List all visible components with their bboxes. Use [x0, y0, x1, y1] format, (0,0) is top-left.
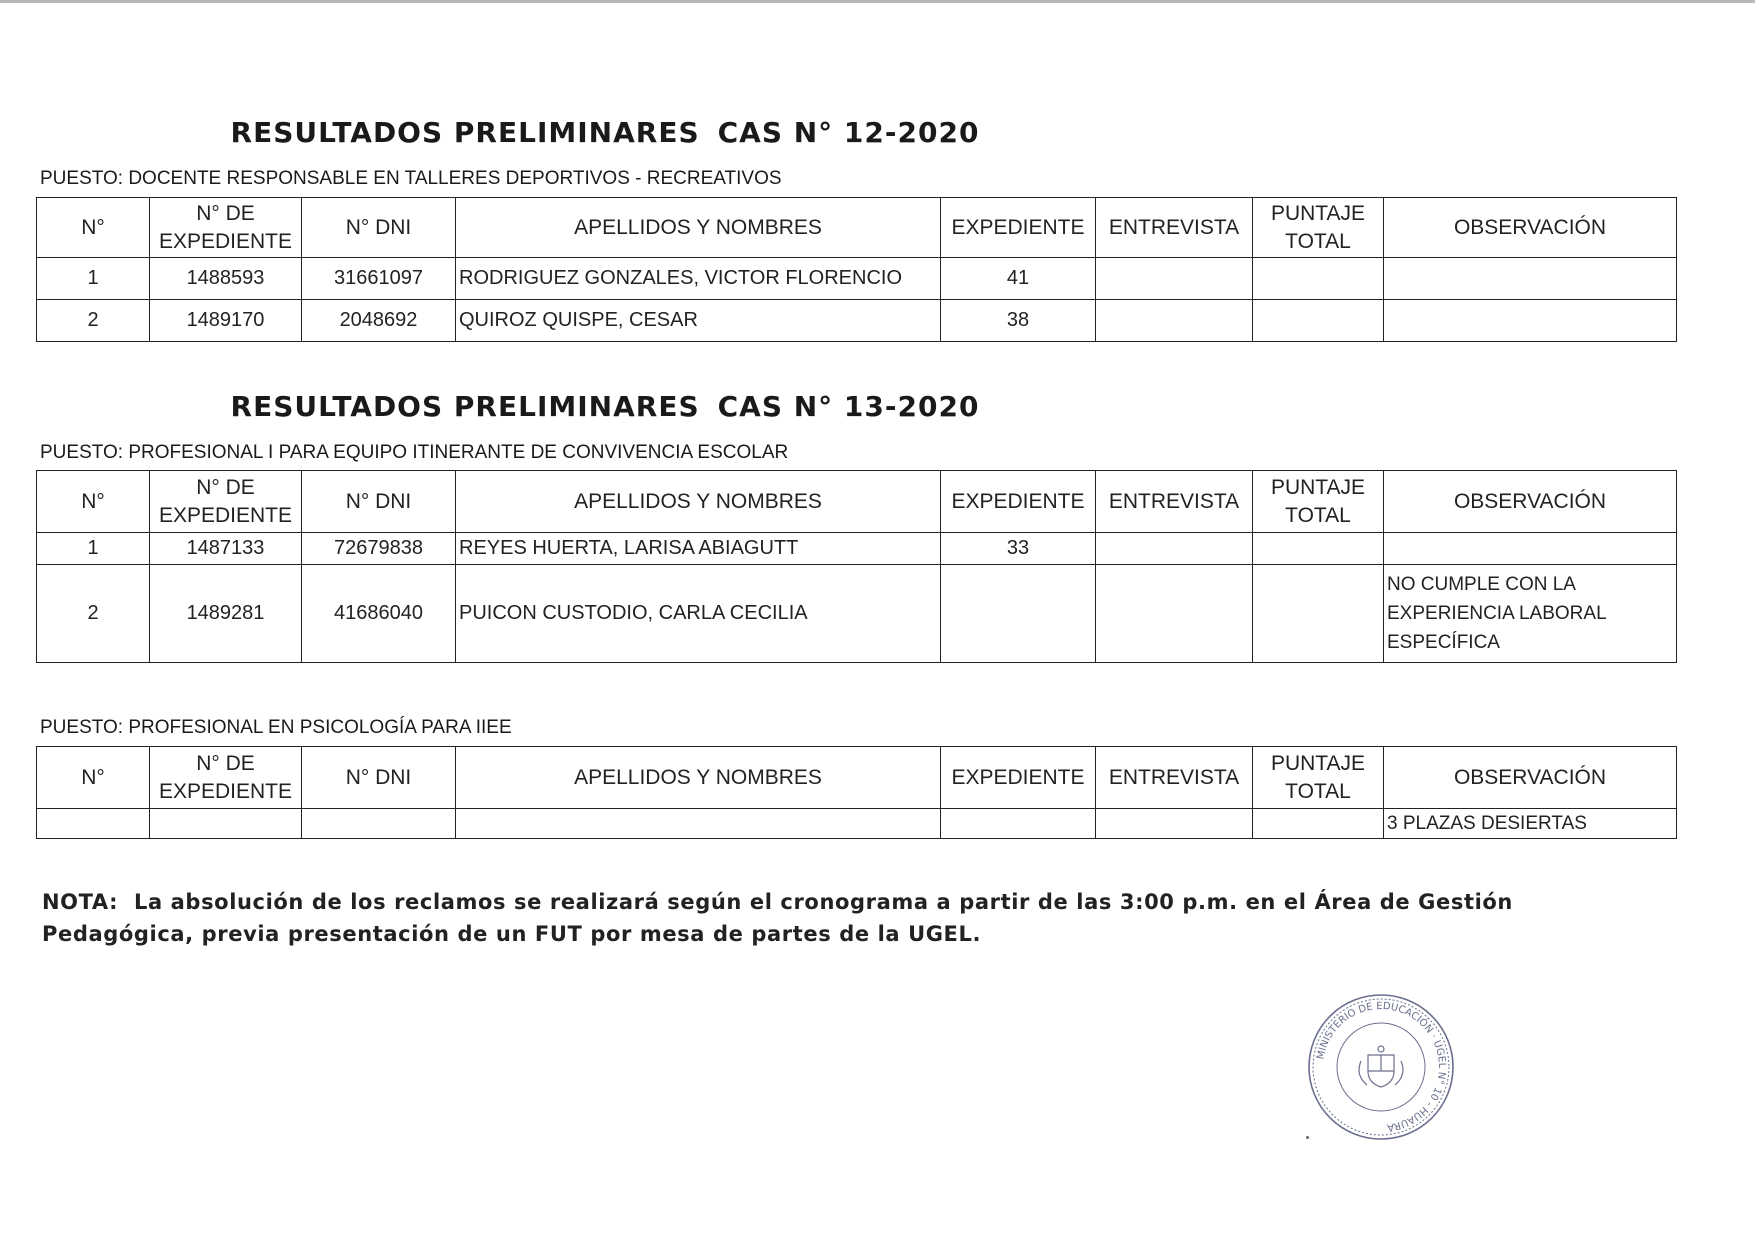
section2-title-part2: CAS N° 13-2020: [717, 390, 980, 423]
speck: [1306, 1136, 1309, 1139]
header-nombre: APELLIDOS Y NOMBRES: [456, 471, 941, 533]
cell-entrevista: [1096, 300, 1253, 342]
cell-expediente: 38: [941, 300, 1096, 342]
section2-table: [36, 470, 1677, 663]
table-row: [37, 809, 1677, 839]
header-observacion: OBSERVACIÓN: [1384, 747, 1677, 809]
nota-text: La absolución de los reclamos se realizará según el cronograma a partir de las 3:00 p.m. en el Área de Gestión Pedagógica, previa presentación de un FUT por mesa de partes de la UGEL.: [42, 890, 1513, 946]
nota-paragraph: [42, 886, 1602, 950]
cell-expediente-no: [150, 809, 302, 839]
cell-dni: 2048692: [302, 300, 456, 342]
cell-dni: 41686040: [302, 565, 456, 663]
cell-observacion: NO CUMPLE CON LA EXPERIENCIA LABORAL ESPECÍFICA: [1384, 565, 1677, 663]
cell-observacion: 3 PLAZAS DESIERTAS: [1384, 809, 1677, 839]
header-puntaje: PUNTAJE TOTAL: [1253, 198, 1384, 258]
header-n: N°: [37, 471, 150, 533]
cell-observacion: [1384, 533, 1677, 565]
cell-nombre: [456, 809, 941, 839]
cell-nombre: PUICON CUSTODIO, CARLA CECILIA: [456, 565, 941, 663]
cell-dni: 31661097: [302, 258, 456, 300]
section1-title: [0, 116, 1210, 149]
table-header-row: [37, 198, 1677, 258]
cell-expediente-no: 1489170: [150, 300, 302, 342]
header-entrevista: ENTREVISTA: [1096, 471, 1253, 533]
cell-observacion: [1384, 258, 1677, 300]
section2-title-part1: RESULTADOS PRELIMINARES: [230, 390, 700, 423]
table-row: [37, 258, 1677, 300]
header-expediente-no: N° DE EXPEDIENTE: [150, 198, 302, 258]
header-puntaje: PUNTAJE TOTAL: [1253, 471, 1384, 533]
table-header-row: [37, 471, 1677, 533]
header-observacion: OBSERVACIÓN: [1384, 198, 1677, 258]
table-row: [37, 533, 1677, 565]
cell-observacion: [1384, 300, 1677, 342]
cell-puntaje: [1253, 300, 1384, 342]
cell-entrevista: [1096, 565, 1253, 663]
section3-puesto: PUESTO: PROFESIONAL EN PSICOLOGÍA PARA IIEE: [40, 717, 512, 738]
cell-puntaje: [1253, 565, 1384, 663]
cell-expediente: 33: [941, 533, 1096, 565]
header-expediente-no: N° DE EXPEDIENTE: [150, 471, 302, 533]
cell-nombre: QUIROZ QUISPE, CESAR: [456, 300, 941, 342]
cell-n: 1: [37, 258, 150, 300]
cell-nombre: RODRIGUEZ GONZALES, VICTOR FLORENCIO: [456, 258, 941, 300]
seal-text: MINISTERIO DE EDUCACIÓN · UGEL N° 10 - HUAURA: [1315, 1000, 1448, 1133]
cell-nombre: REYES HUERTA, LARISA ABIAGUTT: [456, 533, 941, 565]
header-n: N°: [37, 198, 150, 258]
header-n: N°: [37, 747, 150, 809]
cell-puntaje: [1253, 809, 1384, 839]
section1-title-part1: RESULTADOS PRELIMINARES: [230, 116, 700, 149]
cell-entrevista: [1096, 533, 1253, 565]
cell-entrevista: [1096, 258, 1253, 300]
table-row: [37, 565, 1677, 663]
header-expediente: EXPEDIENTE: [941, 198, 1096, 258]
section3-table: [36, 746, 1677, 839]
header-dni: N° DNI: [302, 198, 456, 258]
header-entrevista: ENTREVISTA: [1096, 198, 1253, 258]
cell-dni: [302, 809, 456, 839]
nota-label: NOTA:: [42, 890, 119, 914]
cell-n: 1: [37, 533, 150, 565]
cell-expediente-no: 1487133: [150, 533, 302, 565]
cell-expediente-no: 1488593: [150, 258, 302, 300]
table-header-row: [37, 747, 1677, 809]
section2-puesto: PUESTO: PROFESIONAL I PARA EQUIPO ITINERANTE DE CONVIVENCIA ESCOLAR: [40, 442, 789, 463]
header-expediente: EXPEDIENTE: [941, 747, 1096, 809]
cell-n: [37, 809, 150, 839]
header-dni: N° DNI: [302, 747, 456, 809]
cell-expediente: 41: [941, 258, 1096, 300]
cell-expediente: [941, 809, 1096, 839]
header-puntaje: PUNTAJE TOTAL: [1253, 747, 1384, 809]
official-seal-stamp: [1306, 992, 1456, 1142]
cell-n: 2: [37, 300, 150, 342]
table-row: [37, 300, 1677, 342]
header-expediente: EXPEDIENTE: [941, 471, 1096, 533]
header-nombre: APELLIDOS Y NOMBRES: [456, 198, 941, 258]
header-dni: N° DNI: [302, 471, 456, 533]
section2-title: [0, 390, 1210, 423]
cell-dni: 72679838: [302, 533, 456, 565]
section1-table: [36, 197, 1677, 342]
cell-expediente: [941, 565, 1096, 663]
cell-n: 2: [37, 565, 150, 663]
cell-entrevista: [1096, 809, 1253, 839]
header-nombre: APELLIDOS Y NOMBRES: [456, 747, 941, 809]
top-border-line: [0, 0, 1755, 3]
coat-of-arms-icon: [1359, 1046, 1403, 1087]
section1-title-part2: CAS N° 12-2020: [717, 116, 980, 149]
cell-puntaje: [1253, 533, 1384, 565]
header-observacion: OBSERVACIÓN: [1384, 471, 1677, 533]
header-expediente-no: N° DE EXPEDIENTE: [150, 747, 302, 809]
cell-expediente-no: 1489281: [150, 565, 302, 663]
header-entrevista: ENTREVISTA: [1096, 747, 1253, 809]
cell-puntaje: [1253, 258, 1384, 300]
section1-puesto: PUESTO: DOCENTE RESPONSABLE EN TALLERES DEPORTIVOS - RECREATIVOS: [40, 168, 782, 189]
